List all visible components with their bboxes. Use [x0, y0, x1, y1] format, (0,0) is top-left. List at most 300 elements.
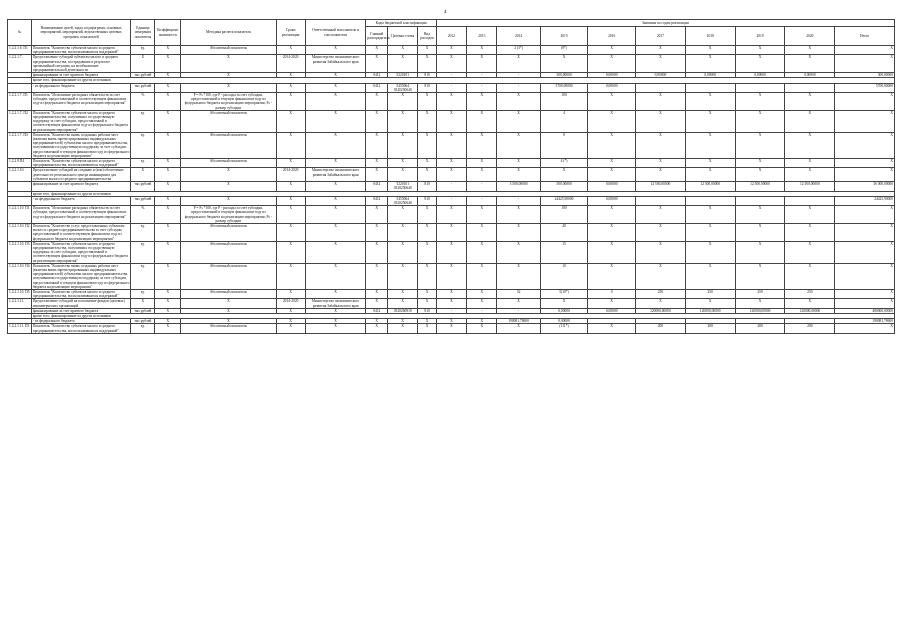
row-number: [8, 83, 32, 92]
row-value-2020: Х: [785, 223, 835, 241]
row-value-2014: Х: [497, 223, 540, 241]
row-target-article: Х: [388, 223, 418, 241]
row-value-2016: Х: [588, 324, 636, 333]
row-name: - из федерального бюджета: [31, 83, 131, 92]
row-value-2016: Х: [588, 159, 636, 168]
row-coef: Х: [155, 324, 181, 333]
row-value-2020: Х: [785, 168, 835, 182]
row-name: - из федерального бюджета: [31, 196, 131, 205]
row-value-2017: 250: [636, 289, 686, 298]
row-value-2018: Х: [685, 241, 735, 263]
row-value-2018: Х: [685, 299, 735, 308]
row-responsible: Министерство экономического развития Забайкальского края: [305, 299, 366, 308]
row-responsible: Министерство экономического развития Забайкальского края: [305, 55, 366, 73]
row-value-2014: 2 (3*): [497, 46, 540, 55]
row-value-2013: -: [467, 73, 497, 78]
row-value-2014: -: [497, 308, 540, 313]
row-total: Х: [835, 159, 895, 168]
row-value-2012: Х: [436, 206, 466, 224]
row-value-2020: 12 500,00000: [785, 182, 835, 191]
row-value-2016: Х: [588, 299, 636, 308]
row-value-2016: Х: [588, 263, 636, 289]
row-responsible: Х: [305, 73, 366, 78]
row-value-2012: -: [436, 308, 466, 313]
row-value-2014: 32: [497, 289, 540, 298]
row-value-2017: 200: [636, 324, 686, 333]
row-main-distributor: Х: [366, 289, 388, 298]
row-value-2019: [735, 83, 785, 92]
row-coef: Х: [155, 132, 181, 158]
row-value-2019: Х: [735, 263, 785, 289]
row-responsible: Министерство экономического развития Забайкальского края: [305, 168, 366, 182]
row-value-2015: 4: [540, 110, 588, 132]
row-value-2017: [636, 83, 686, 92]
row-method: Х: [181, 168, 276, 182]
row-value-2012: Х: [436, 289, 466, 298]
row-value-2015: 5700,00000: [540, 83, 588, 92]
row-value-2017: 12 500,00000: [636, 182, 686, 191]
row-total: Х: [835, 110, 895, 132]
row-value-2015: 4 (*): [540, 159, 588, 168]
row-target-article: Х: [388, 55, 418, 73]
row-expense-type: 810: [418, 196, 436, 205]
row-value-2015: 10: [540, 263, 588, 289]
row-value-2012: Х: [436, 263, 466, 289]
row-value-2015: 8: [540, 132, 588, 158]
row-value-2012: Х: [436, 55, 466, 73]
row-coef: Х: [155, 241, 181, 263]
row-value-2019: Х: [735, 46, 785, 55]
row-unit: тыс.рублей: [131, 182, 155, 191]
row-responsible: Х: [305, 324, 366, 333]
row-terms: Х: [276, 83, 305, 92]
row-expense-type: Х: [418, 223, 436, 241]
header-values-by-year: Значения по годам реализации: [436, 20, 894, 27]
row-value-2016: Х: [588, 46, 636, 55]
row-total: 24425,90000: [835, 196, 895, 205]
row-value-2015: 0,00000: [540, 308, 588, 313]
row-value-2020: Х: [785, 46, 835, 55]
row-target-article: Х: [388, 206, 418, 224]
row-unit: ед.: [131, 241, 155, 263]
row-value-2015: 5(10*): [540, 289, 588, 298]
row-value-2018: Х: [685, 93, 735, 111]
row-unit: %: [131, 93, 155, 111]
row-expense-type: Х: [418, 93, 436, 111]
row-value-2012: Х: [436, 319, 466, 324]
row-target-article: 5455064 0320250640: [388, 196, 418, 205]
row-value-2013: -: [467, 196, 497, 205]
row-value-2019: 250: [735, 289, 785, 298]
row-method: Х: [181, 55, 276, 73]
row-unit: тыс.рублей: [131, 196, 155, 205]
row-value-2017: Х: [636, 206, 686, 224]
row-number: 1.2.2.1.10. П5: [8, 289, 32, 298]
row-value-2015: 300,00000: [540, 73, 588, 78]
row-value-2015: 0,00000: [540, 319, 588, 324]
row-terms: Х: [276, 93, 305, 111]
row-value-2017: Х: [636, 132, 686, 158]
row-value-2019: Х: [735, 168, 785, 182]
row-coef: Х: [155, 308, 181, 313]
row-value-2016: Х: [588, 241, 636, 263]
row-expense-type: Х: [418, 241, 436, 263]
table-row: [8, 83, 895, 92]
row-total: Х: [835, 289, 895, 298]
row-terms: Х: [276, 241, 305, 263]
row-value-2018: 120000,00000: [685, 308, 735, 313]
row-main-distributor: Х: [366, 55, 388, 73]
row-value-2013: Х: [467, 93, 497, 111]
row-number: 1.2.2.1.10. П3: [8, 241, 32, 263]
row-number: 1.2.2.1.10. П4: [8, 263, 32, 289]
row-value-2018: Х: [685, 55, 735, 73]
row-unit: Х: [131, 299, 155, 308]
row-responsible: Х: [305, 46, 366, 55]
header-name: Наименование целей, задач, подпрограмм, основных мероприятий, мероприятий, ведомственных целевых программ, показателей: [31, 20, 131, 46]
row-unit: тыс.рублей: [131, 73, 155, 78]
table-row: [8, 55, 895, 73]
row-value-2017: Х: [636, 223, 686, 241]
row-responsible: Х: [305, 308, 366, 313]
row-value-2017: Х: [636, 93, 686, 111]
table-row: [8, 299, 895, 308]
row-method: P = Fs *100, где P - расходы за счет субсидии, предоставленной в текущем финансовом году из федерального бюджета на реализацию мероприятия; Fs - размер субсидии: [181, 206, 276, 224]
row-value-2019: Х: [735, 299, 785, 308]
table-row: [8, 159, 895, 168]
row-total: Х: [835, 93, 895, 111]
row-target-article: Х: [388, 263, 418, 289]
row-value-2019: Х: [735, 223, 785, 241]
row-value-2013: Х: [467, 110, 497, 132]
row-terms: Х: [276, 46, 305, 55]
row-value-2014: -: [497, 83, 540, 92]
row-value-2012: Х: [436, 110, 466, 132]
row-unit: тыс.рублей: [131, 319, 155, 324]
row-terms: Х: [276, 289, 305, 298]
row-main-distributor: Х: [366, 263, 388, 289]
row-name: Показатель "Количество субъектов малого и среднего предпринимательства, получивших государственную поддержку за счет субсидии, предоставленной в соответствующем финансовом году из федерального бюджета на реализацию мероприятия": [31, 110, 131, 132]
row-method: Абсолютный показатель: [181, 46, 276, 55]
row-value-2018: Х: [685, 46, 735, 55]
row-value-2012: -: [436, 73, 466, 78]
row-total: 5700,00000: [835, 83, 895, 92]
row-value-2017: Х: [636, 168, 686, 182]
row-unit: Х: [131, 55, 155, 73]
row-responsible: Х: [305, 289, 366, 298]
row-value-2020: Х: [785, 132, 835, 158]
row-value-2013: Х: [467, 55, 497, 73]
row-responsible: Х: [305, 196, 366, 205]
row-value-2012: -: [436, 182, 466, 191]
row-value-2016: 0,00000: [588, 83, 636, 92]
row-total: Х: [835, 241, 895, 263]
row-name: Показатель "Количество вновь созданных рабочих мест (включая вновь зарегистрированных индивидуальных предпринимателей) субъектами малого предпринимательства, получившими государственную поддержку за счет субсидии, предоставленной в текущем финансовом году из федерального бюджета на реализацию мероприятия": [32, 263, 130, 289]
row-main-distributor: Х: [366, 132, 388, 158]
row-target-article: Х: [388, 168, 418, 182]
row-value-2020: Х: [785, 263, 835, 289]
row-target-article: Х: [388, 324, 418, 333]
row-target-article: 0320260810: [388, 308, 418, 313]
table-row: [8, 241, 895, 263]
header-main-distributor: Главный распорядитель: [366, 27, 388, 46]
header-expense-type: Вид расходов: [418, 27, 436, 46]
row-value-2017: Х: [636, 263, 686, 289]
row-value-2014: Х: [497, 324, 540, 333]
row-main-distributor: Х: [366, 110, 388, 132]
row-value-2018: 12 500,00000: [685, 182, 735, 191]
row-coef: Х: [155, 55, 181, 73]
header-coef: Коэффициент значимости: [155, 20, 181, 46]
row-unit: ед.: [131, 46, 155, 55]
row-name: финансирование за счет краевого бюджета: [31, 308, 131, 313]
row-expense-type: Х: [418, 319, 436, 324]
row-number: 1.2.2.1.11. П1: [8, 324, 32, 333]
row-value-2018: [685, 83, 735, 92]
row-value-2015: (8*): [540, 46, 588, 55]
program-table: [7, 19, 895, 334]
row-value-2014: Х: [497, 132, 540, 158]
row-terms: Х: [276, 110, 305, 132]
row-method: Х: [181, 83, 276, 92]
row-unit: тыс.рублей: [131, 308, 155, 313]
row-method: Х: [181, 319, 276, 324]
row-terms: 2014-2020: [276, 168, 305, 182]
row-value-2017: Х: [636, 241, 686, 263]
row-main-distributor: Х: [366, 93, 388, 111]
row-name: Показатель "Количество субъектов малого и среднего предпринимательства, воспользовавшихся поддержкой": [31, 289, 131, 298]
row-expense-type: Х: [418, 159, 436, 168]
row-value-2013: Х: [467, 132, 497, 158]
row-number: 1.2.2.9.П4: [8, 159, 32, 168]
row-unit: ед.: [131, 263, 155, 289]
row-expense-type: Х: [418, 168, 436, 182]
row-value-2016: Х: [588, 206, 636, 224]
row-value-2013: Х: [467, 46, 497, 55]
row-value-2018: Х: [685, 159, 735, 168]
row-method: Х: [181, 182, 276, 191]
row-expense-type: 810: [418, 73, 436, 78]
row-coef: Х: [155, 263, 181, 289]
row-terms: 2014-2020: [276, 299, 305, 308]
row-total: Х: [835, 168, 895, 182]
table-row: [8, 289, 895, 298]
row-method: Абсолютный показатель: [181, 223, 276, 241]
row-value-2019: Х: [735, 241, 785, 263]
row-target-article: Х: [388, 110, 418, 132]
header-year-2017: 2017: [636, 27, 686, 46]
row-value-2012: -: [436, 83, 466, 92]
row-value-2016: Х: [588, 223, 636, 241]
row-value-2020: Х: [785, 241, 835, 263]
row-total: 36 000,00000: [835, 182, 895, 191]
row-coef: Х: [155, 182, 181, 191]
row-value-2012: Х: [436, 93, 466, 111]
table-row: [8, 308, 895, 313]
row-expense-type: Х: [418, 46, 436, 55]
row-value-2012: -: [436, 196, 466, 205]
row-total: Х: [835, 46, 895, 55]
row-method: Абсолютный показатель: [181, 324, 276, 333]
row-value-2016: Х: [588, 55, 636, 73]
row-value-2014: Х: [497, 241, 540, 263]
row-value-2017: Х: [636, 55, 686, 73]
row-target-article: Х: [388, 46, 418, 55]
row-target-article: Х: [388, 319, 418, 324]
row-expense-type: Х: [418, 206, 436, 224]
header-year-2016: 2016: [588, 27, 636, 46]
row-method: Х: [181, 308, 276, 313]
row-unit: тыс.рублей: [131, 83, 155, 92]
table-row: [8, 223, 895, 241]
row-value-2016: Х: [588, 110, 636, 132]
row-unit: ед.: [131, 132, 155, 158]
row-value-2013: Х: [467, 241, 497, 263]
row-value-2012: Х: [436, 241, 466, 263]
row-value-2014: 3 500,00000: [497, 182, 540, 191]
row-value-2020: 250: [785, 289, 835, 298]
row-number: 1.2.2.1.10.: [8, 168, 32, 182]
row-note: кроме того, финансирование из других источников: [31, 78, 894, 83]
row-responsible: Х: [305, 223, 366, 241]
table-row: [8, 206, 895, 224]
row-coef: Х: [155, 110, 181, 132]
row-coef: Х: [155, 46, 181, 55]
page-number: 4: [444, 10, 447, 15]
row-name: финансирование за счет краевого бюджета: [31, 73, 131, 78]
row-value-2019: Х: [735, 159, 785, 168]
row-total: 190081,78600: [835, 319, 895, 324]
row-method: Абсолютный показатель: [181, 110, 276, 132]
row-value-2014: Х: [497, 168, 540, 182]
row-terms: Х: [276, 223, 305, 241]
row-value-2014: Х: [497, 206, 540, 224]
row-method: Абсолютный показатель: [181, 263, 276, 289]
row-name: Показатель "Исполнение расходных обязательств за счет субсидии, предоставленной в соответствующем финансовом году из федерального бюджета на реализацию мероприятия": [31, 93, 131, 111]
row-coef: Х: [155, 299, 181, 308]
row-target-article: Х: [388, 241, 418, 263]
table-row: [8, 263, 895, 289]
row-terms: Х: [276, 196, 305, 205]
row-main-distributor: 0412: [366, 83, 388, 92]
row-value-2017: 120000,00000: [636, 308, 686, 313]
row-terms: Х: [276, 324, 305, 333]
row-responsible: Х: [305, 319, 366, 324]
row-total: Х: [835, 223, 895, 241]
row-value-2014: Х: [497, 159, 540, 168]
row-coef: Х: [155, 159, 181, 168]
row-value-2020: 120000,00000: [785, 308, 835, 313]
header-terms: Сроки реализации: [276, 20, 305, 46]
row-value-2013: Х: [467, 206, 497, 224]
header-year-2012: 2012: [436, 27, 466, 46]
row-total: Х: [835, 324, 895, 333]
row-value-2015: Х: [540, 299, 588, 308]
row-value-2019: 0,00000: [735, 73, 785, 78]
row-value-2019: 12 500,00000: [735, 182, 785, 191]
row-coef: Х: [155, 73, 181, 78]
table-row: [8, 46, 895, 55]
row-expense-type: Х: [418, 132, 436, 158]
row-responsible: Х: [305, 83, 366, 92]
row-value-2020: Х: [785, 93, 835, 111]
row-value-2015: 40: [540, 223, 588, 241]
row-name: Показатель "Количество субъектов малого и среднего предпринимательства, воспользовавшихся поддержкой": [31, 159, 131, 168]
row-value-2014: 190081,78600: [497, 319, 540, 324]
row-value-2018: Х: [685, 168, 735, 182]
row-total: Х: [835, 299, 895, 308]
row-value-2013: Х: [467, 299, 497, 308]
row-coef: Х: [155, 206, 181, 224]
row-terms: Х: [276, 159, 305, 168]
row-terms: Х: [276, 182, 305, 191]
header-year-2014: 2014: [497, 27, 540, 46]
row-expense-type: Х: [418, 110, 436, 132]
row-number: [8, 196, 32, 205]
row-value-2017: Х: [636, 299, 686, 308]
row-coef: Х: [155, 319, 181, 324]
row-value-2020: Х: [785, 55, 835, 73]
row-value-2020: [785, 196, 835, 205]
row-unit: ед.: [131, 289, 155, 298]
row-main-distributor: Х: [366, 223, 388, 241]
row-main-distributor: Х: [366, 241, 388, 263]
row-value-2014: -: [497, 196, 540, 205]
row-unit: ед.: [131, 159, 155, 168]
header-unit: Единица измерения показателя: [131, 20, 155, 46]
row-value-2015: 15: [540, 241, 588, 263]
row-method: Х: [181, 299, 276, 308]
row-responsible: Х: [305, 241, 366, 263]
header-year-2015: 2015: [540, 27, 588, 46]
row-value-2019: 120000,00000: [735, 308, 785, 313]
row-value-2015: Х: [540, 55, 588, 73]
row-value-2016: 0: [588, 289, 636, 298]
row-target-article: Х: [388, 299, 418, 308]
row-method: P = Fs *100, где P - расходы за счет субсидии, предоставленной в текущем финансовом году из федерального бюджета на реализацию мероприятия; Fs - размер субсидии: [181, 93, 276, 111]
row-value-2016: Х: [588, 93, 636, 111]
row-value-2013: Х: [467, 324, 497, 333]
row-target-article: 5455064 0320250640: [388, 83, 418, 92]
row-main-distributor: Х: [366, 46, 388, 55]
row-value-2016: 0,00000: [588, 73, 636, 78]
row-name: Показатель "Количество вновь созданных рабочих мест (включая вновь зарегистрированных индивидуальных предпринимателей) субъектами малого предпринимательства, получившими государственную поддержку за счет субсидии, предоставленной в текущем финансовом году из федерального бюджета на реализацию мероприятия": [32, 132, 130, 158]
table-row: [8, 132, 895, 158]
header-budget-codes: Коды бюджетной классификации: [366, 20, 436, 27]
header-year-2019: 2019: [735, 27, 785, 46]
row-target-article: Х: [388, 93, 418, 111]
row-value-2012: Х: [436, 168, 466, 182]
row-value-2019: Х: [735, 110, 785, 132]
row-value-2019: Х: [735, 206, 785, 224]
row-name: финансирование за счет краевого бюджета: [31, 182, 131, 191]
header-total: Итого: [835, 27, 895, 46]
row-number: 1.2.2.1.11.: [8, 299, 32, 308]
row-name: Предоставление субсидий субъектам малого и среднего предпринимательства, пострадавшим в результате чрезвычайной ситуации, на возобновление предпринимательской деятельности: [31, 55, 131, 73]
row-number: 1.2.2.1.6. П1: [8, 46, 32, 55]
row-target-article: 5220101: [388, 73, 418, 78]
row-value-2019: Х: [735, 132, 785, 158]
row-value-2019: Х: [735, 93, 785, 111]
row-total: Х: [835, 132, 895, 158]
row-value-2014: Х: [497, 299, 540, 308]
row-coef: Х: [155, 83, 181, 92]
row-method: Абсолютный показатель: [181, 289, 276, 298]
row-terms: Х: [276, 73, 305, 78]
row-value-2017: [636, 196, 686, 205]
header-responsible: Ответственный исполнитель и соисполнители: [305, 20, 366, 46]
row-value-2013: -: [467, 83, 497, 92]
